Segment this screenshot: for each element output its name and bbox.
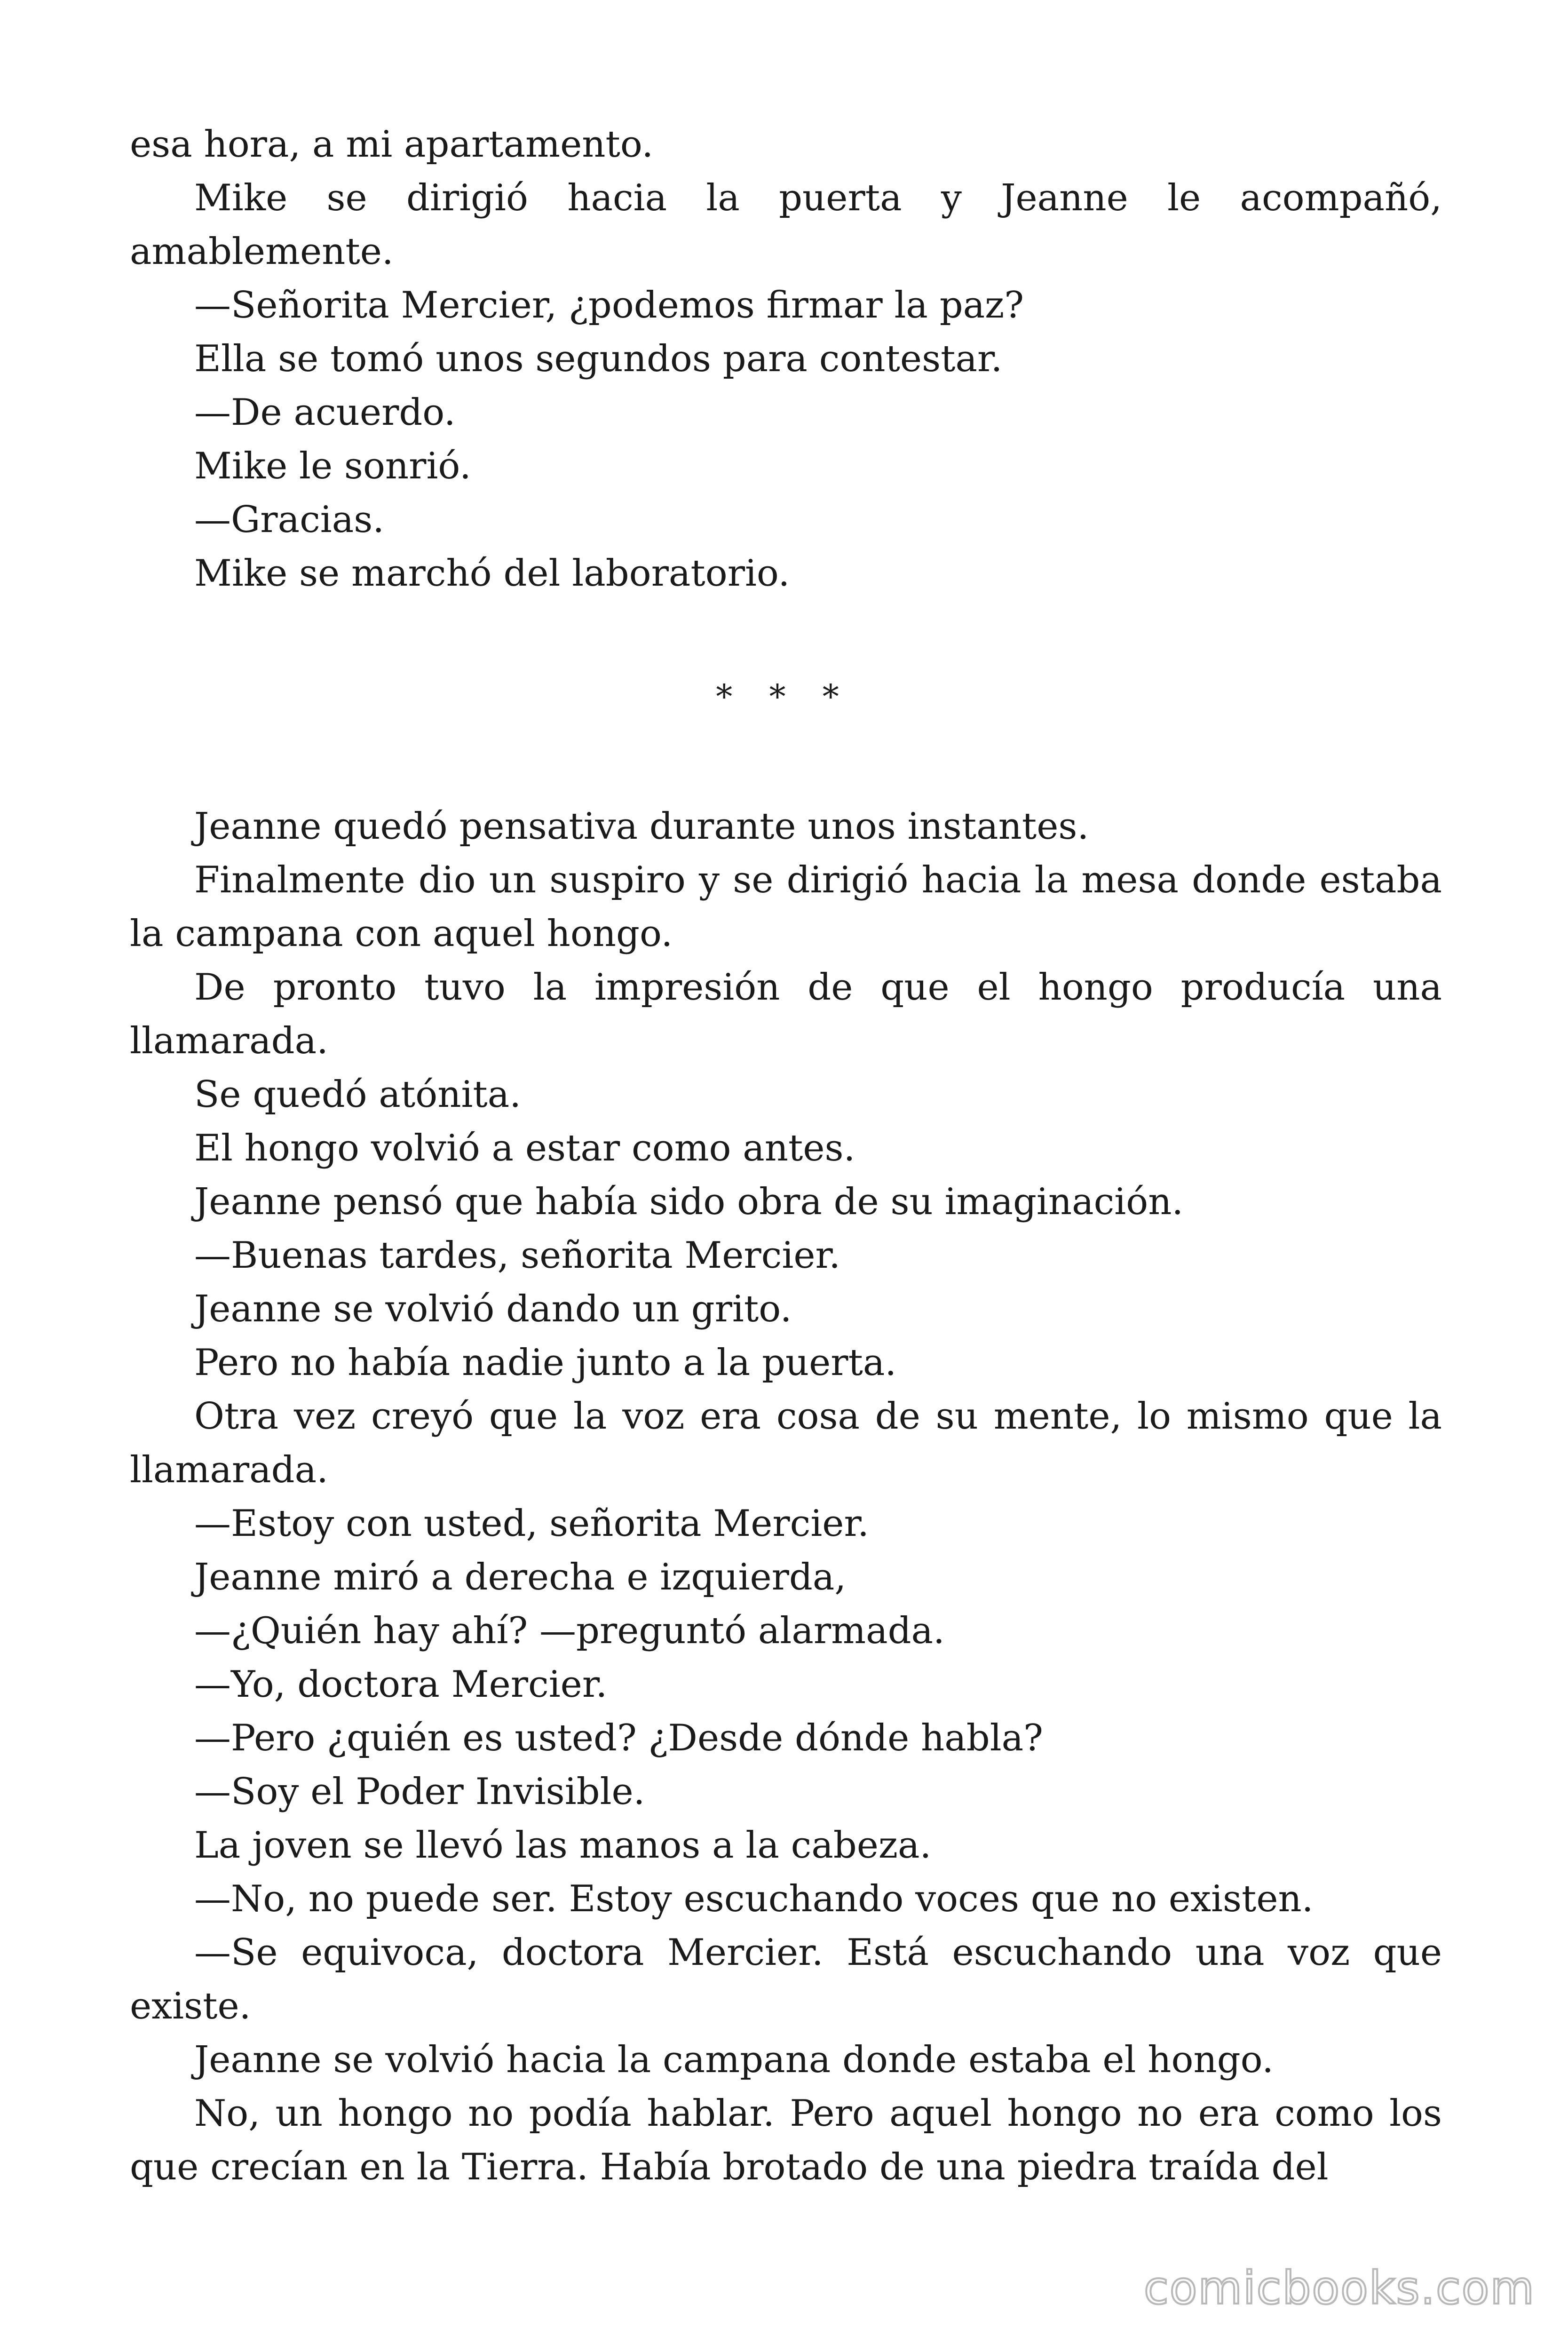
paragraph: Mike le sonrió. [194, 445, 471, 487]
paragraph: No, un hongo no podía hablar. Pero aquel hongo no era como los que crecían en la Tierra. Había brotado de una piedra traída del [130, 2092, 1442, 2188]
paragraph: —Pero ¿quién es usted? ¿Desde dónde habla? [194, 1717, 1043, 1759]
paragraph: Finalmente dio un suspiro y se dirigió hacia la mesa donde estaba la campana con aquel hongo. [130, 859, 1442, 955]
paragraph: Mike se marchó del laboratorio. [194, 552, 790, 595]
paragraph: —Señorita Mercier, ¿podemos firmar la paz? [194, 284, 1024, 326]
text-block-bottom [130, 800, 1442, 2194]
paragraph: —¿Quién hay ahí? —preguntó alarmada. [194, 1610, 945, 1652]
paragraph: Jeanne se volvió dando un grito. [194, 1288, 792, 1330]
paragraph: Pero no había nadie junto a la puerta. [194, 1342, 897, 1384]
paragraph: esa hora, a mi apartamento. [130, 123, 654, 166]
paragraph: —Se equivoca, doctora Mercier. Está escuchando una voz que existe. [130, 1931, 1442, 2027]
text-block-top [130, 118, 1442, 600]
paragraph: Jeanne quedó pensativa durante unos instantes. [194, 805, 1089, 848]
paragraph: —Yo, doctora Mercier. [194, 1663, 608, 1706]
watermark-logo: comicbooks.com [1143, 2262, 1535, 2314]
paragraph: Se quedó atónita. [194, 1073, 522, 1116]
paragraph: Mike se dirigió hacia la puerta y Jeanne le acompañó, amablemente. [130, 177, 1442, 273]
paragraph: La joven se llevó las manos a la cabeza. [194, 1824, 932, 1867]
section-separator: * * * [716, 677, 852, 716]
paragraph: —Estoy con usted, señorita Mercier. [194, 1502, 869, 1545]
paragraph: —No, no puede ser. Estoy escuchando voces que no existen. [194, 1878, 1314, 1920]
paragraph: —Soy el Poder Invisible. [194, 1771, 645, 1813]
paragraph: De pronto tuvo la impresión de que el hongo producía una llamarada. [130, 966, 1442, 1062]
paragraph: —Gracias. [194, 499, 385, 541]
paragraph: —De acuerdo. [194, 391, 456, 434]
paragraph: El hongo volvió a estar como antes. [194, 1127, 855, 1169]
paragraph: Jeanne se volvió hacia la campana donde estaba el hongo. [194, 2039, 1274, 2081]
paragraph: —Buenas tardes, señorita Mercier. [194, 1234, 840, 1277]
paragraph: Jeanne miró a derecha e izquierda, [194, 1556, 847, 1598]
paragraph: Jeanne pensó que había sido obra de su imaginación. [194, 1181, 1184, 1223]
paragraph: Ella se tomó unos segundos para contestar. [194, 338, 1003, 380]
paragraph: Otra vez creyó que la voz era cosa de su mente, lo mismo que la llamarada. [130, 1395, 1442, 1491]
